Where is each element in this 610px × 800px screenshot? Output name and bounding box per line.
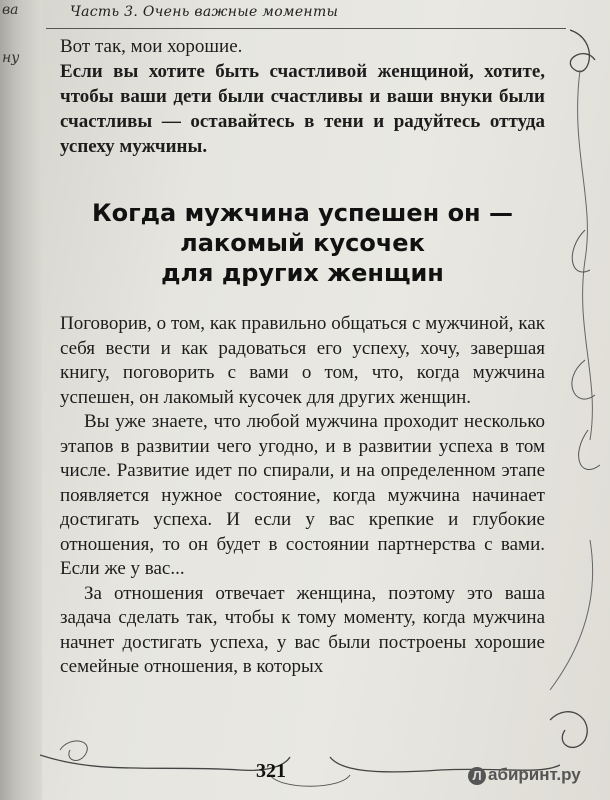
previous-page-edge <box>0 0 42 800</box>
header-rule <box>46 28 566 30</box>
intro-emphasis: Если вы хотите быть счастливой женщиной, хотите, чтобы ваши дети были счастливы и ваши внуки были счастливы — оставайтесь в тени и радуйтесь оттуда успеху мужчины. <box>60 61 545 157</box>
watermark <box>468 765 581 785</box>
heading-line-3: для других женщин <box>161 259 444 287</box>
running-header: Часть 3. Очень важные моменты <box>70 4 339 20</box>
paragraph-3: За отношения отвечает женщина, поэтому это ваша задача сделать так, чтобы к тому моменту, когда мужчина начнет достигать успеха, у вас были построены хорошие семейные отношения, в которых <box>60 582 545 677</box>
ornament-right-border-icon <box>540 0 610 800</box>
intro-block <box>60 34 545 159</box>
page-number: 321 <box>256 760 286 782</box>
margin-fragment-top: ва <box>2 2 19 18</box>
watermark-text: абиринт.ру <box>488 765 581 784</box>
heading-line-2: лакомый кусочек <box>180 229 425 257</box>
intro-line: Вот так, мои хорошие. <box>60 36 243 57</box>
paragraph-2: Вы уже знаете, что любой мужчина проходит несколько этапов в развитии чего угодно, и в развитии успеха в том числе. Развитие идет по спирали, и на определенном этапе появляется нужное состояние, когда мужчина начинает достигать успеха. И если у вас крепкие и глубокие отношения, то он будет в состоянии партнерства с вами. Если же у вас... <box>60 411 545 579</box>
margin-fragment-mid: ну <box>2 50 20 66</box>
body-text <box>60 312 545 680</box>
paragraph-1: Поговорив, о том, как правильно общаться с мужчиной, как себя вести и как радоваться его успеху, хочу, завершая книгу, поговорить с вами о том, что, когда мужчина успешен, он лакомый кусочек для других женщин. <box>60 313 545 408</box>
section-heading <box>60 198 545 288</box>
heading-line-1: Когда мужчина успешен он — <box>91 199 513 227</box>
labirint-logo-icon: Л <box>468 767 486 785</box>
